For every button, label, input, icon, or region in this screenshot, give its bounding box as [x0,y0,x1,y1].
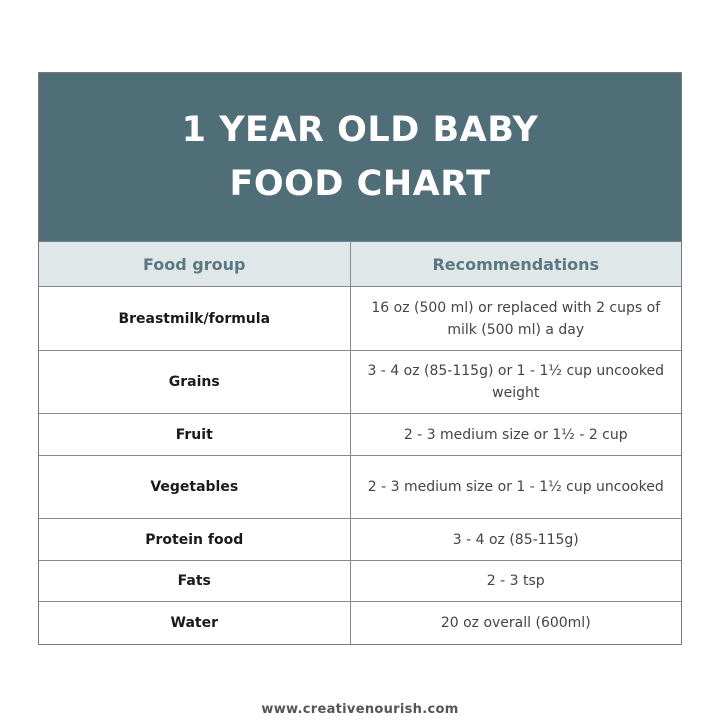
food-chart-card [38,72,682,645]
website-url: www.creativenourish.com [261,702,459,717]
table-row [39,287,681,351]
recommendation-cell: 16 oz (500 ml) or replaced with 2 cups of milk (500 ml) a day [350,287,681,351]
table-row [39,602,681,644]
recommendation-cell: 2 - 3 medium size or 1½ - 2 cup [350,414,681,456]
recommendation-cell: 2 - 3 medium size or 1 - 1½ cup uncooked [350,456,681,519]
food-group-cell: Vegetables [39,456,350,519]
chart-title-line-1: 1 YEAR OLD BABY [181,110,539,150]
food-group-cell: Fats [39,561,350,602]
table-row [39,414,681,456]
food-group-cell: Grains [39,351,350,414]
table-header-row [39,242,681,287]
table-row [39,561,681,602]
food-group-cell: Protein food [39,519,350,561]
column-header-food-group: Food group [39,242,350,287]
recommendation-cell: 20 oz overall (600ml) [440,614,591,631]
recommendation-cell: 2 - 3 tsp [350,561,681,602]
food-group-cell: Breastmilk/formula [39,287,350,351]
recommendation-cell: 3 - 4 oz (85-115g) [350,519,681,561]
table-row [39,519,681,561]
table-row [39,351,681,414]
food-chart-table [39,242,681,644]
table-row [39,456,681,519]
food-group-cell: Water [39,602,350,644]
chart-header [39,73,681,242]
chart-title-line-2: FOOD CHART [229,164,491,204]
column-header-recommendations: Recommendations [350,242,681,287]
food-group-cell: Fruit [39,414,350,456]
recommendation-cell: 3 - 4 oz (85-115g) or 1 - 1½ cup uncooked weight [350,351,681,414]
